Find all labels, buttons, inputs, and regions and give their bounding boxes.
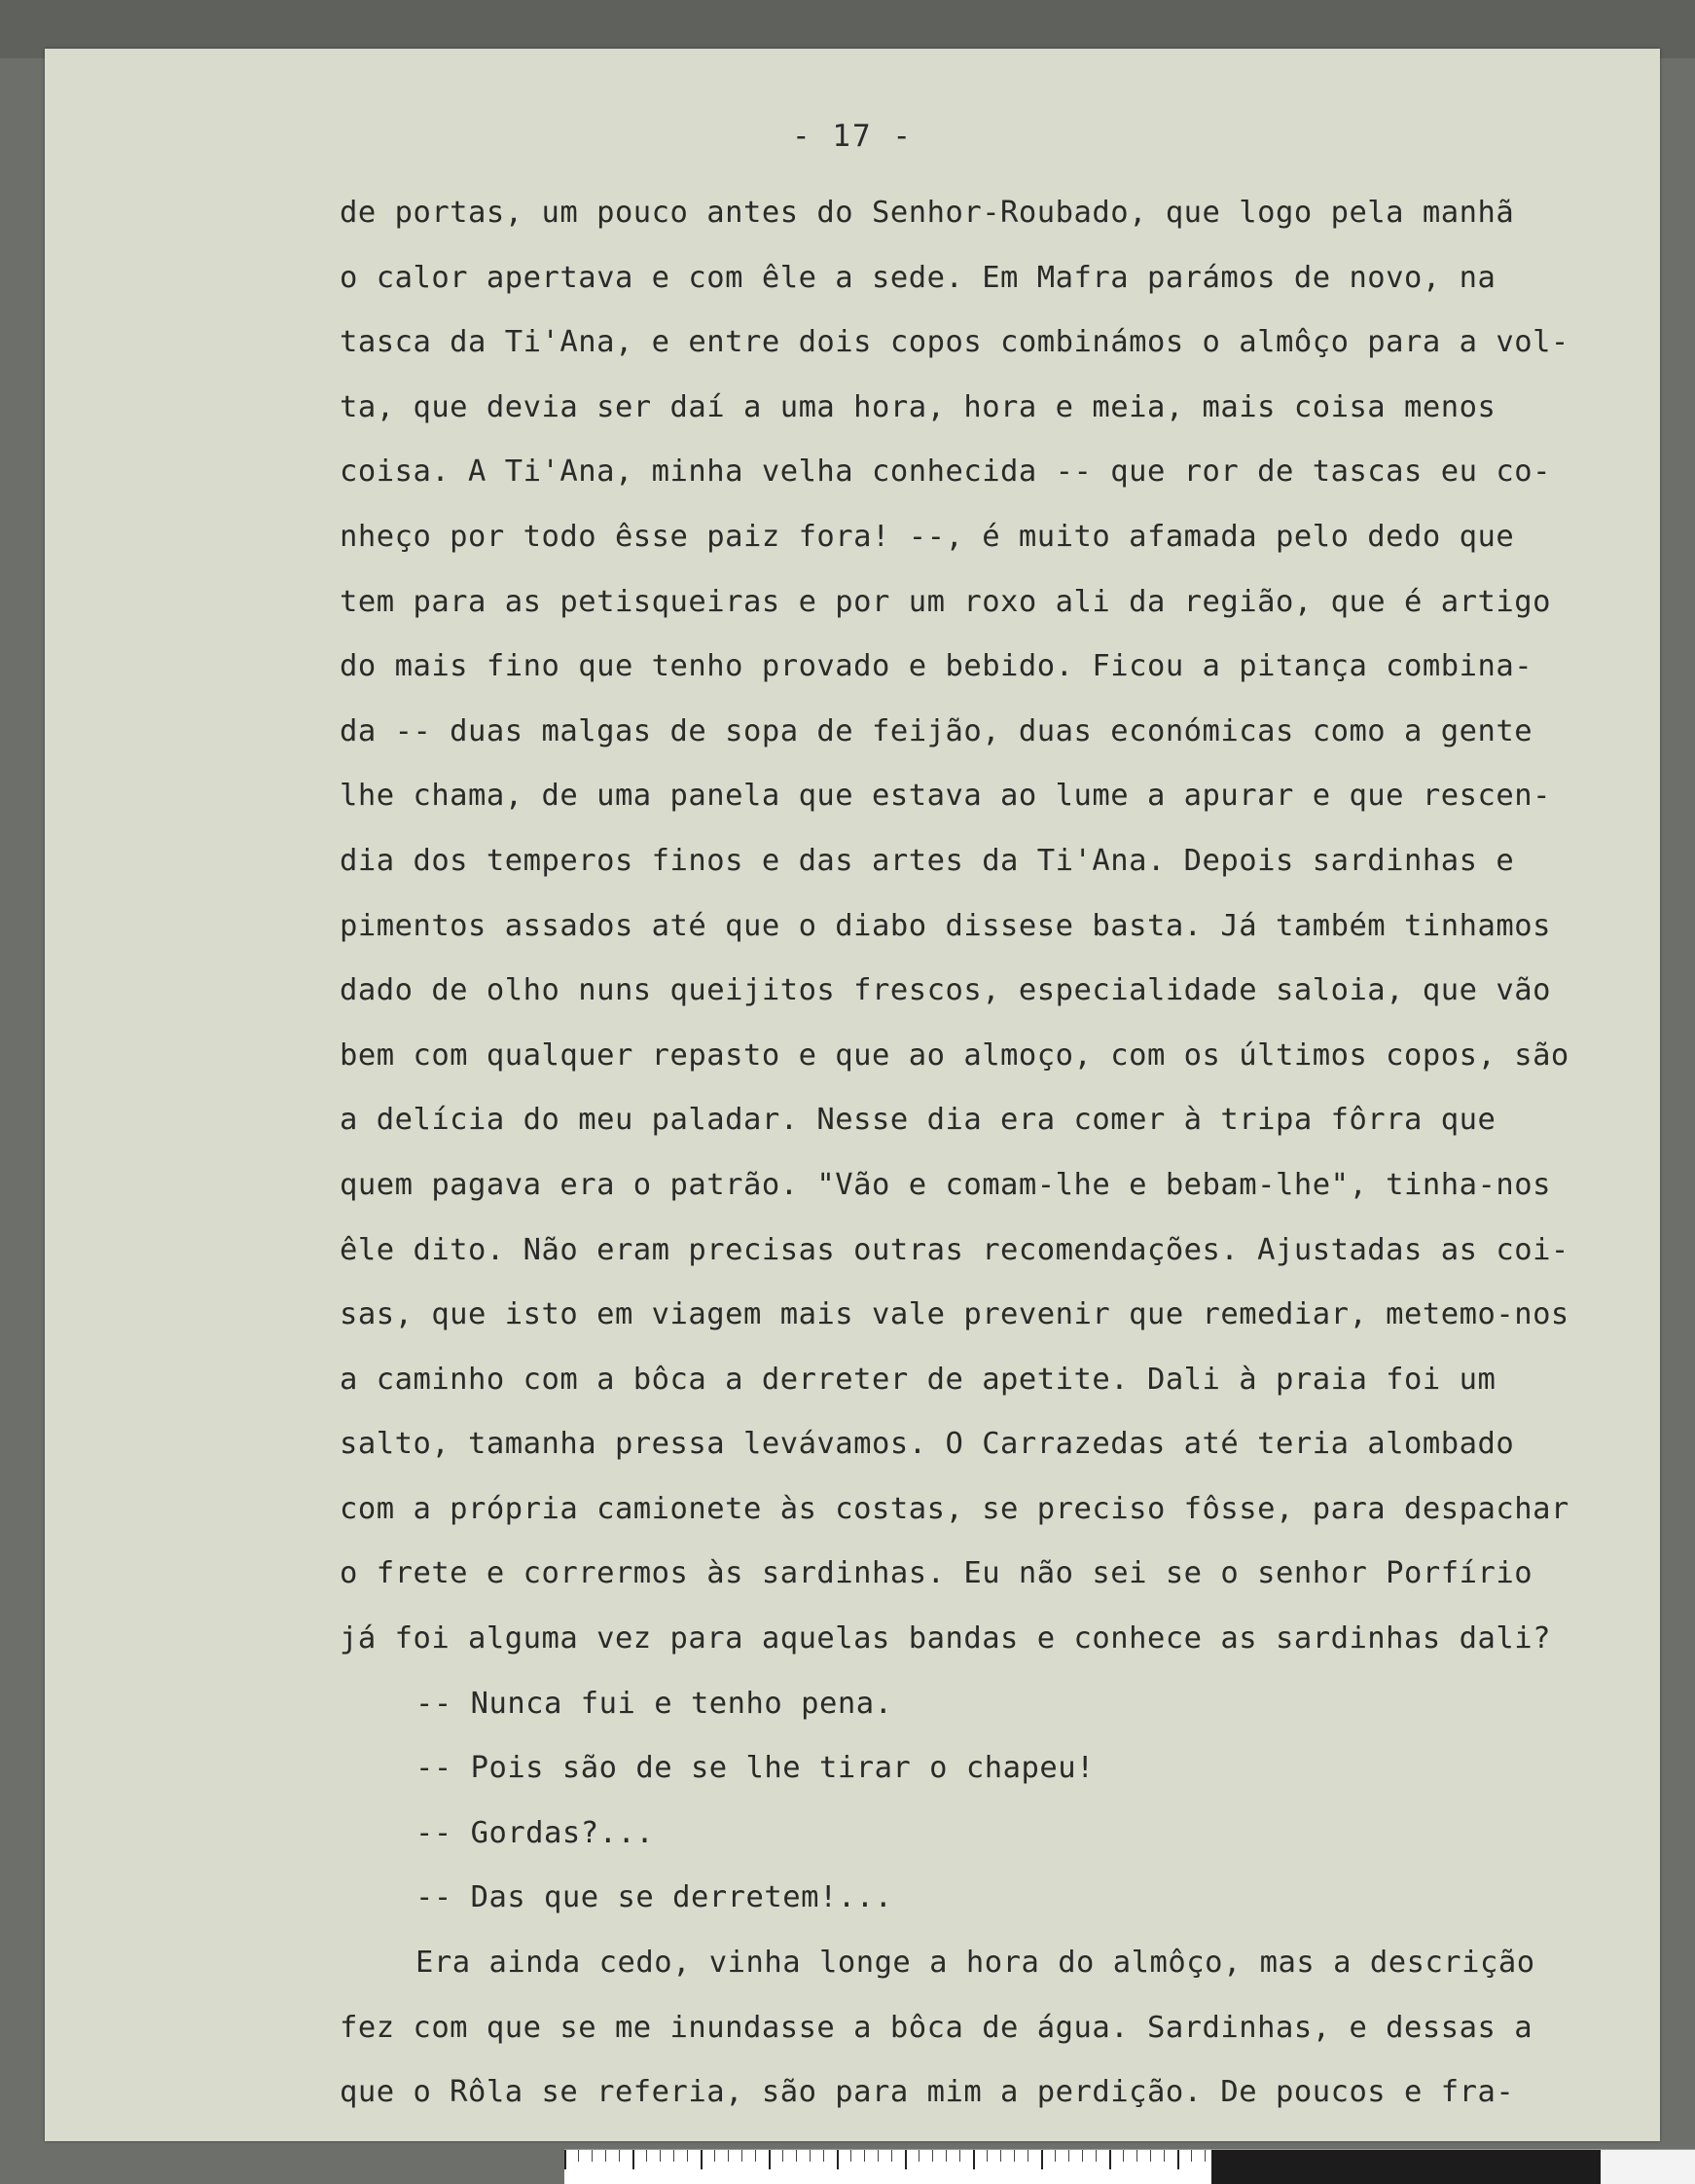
- document-page: [45, 49, 1660, 2141]
- text-line: dado de olho nuns queijitos frescos, especialidade saloia, que vão: [340, 973, 1551, 1008]
- text-line: lhe chama, de uma panela que estava ao lume a apurar e que rescen-: [340, 779, 1551, 814]
- text-line: o calor apertava e com êle a sede. Em Mafra parámos de novo, na: [340, 260, 1497, 295]
- text-line: ta, que devia ser daí a uma hora, hora e meia, mais coisa menos: [340, 389, 1497, 424]
- text-line: quem pagava era o patrão. "Vão e comam-lhe e bebam-lhe", tinha-nos: [340, 1167, 1551, 1202]
- text-line: coisa. A Ti'Ana, minha velha conhecida -- que ror de tascas eu co-: [340, 455, 1551, 490]
- text-line: êle dito. Não eram precisas outras recomendações. Ajustadas as coi-: [340, 1232, 1569, 1267]
- text-line: a delícia do meu paladar. Nesse dia era comer à tripa fôrra que: [340, 1103, 1497, 1138]
- text-line: de portas, um pouco antes do Senhor-Roubado, que logo pela manhã: [340, 196, 1515, 230]
- text-line: fez com que se me inundasse a bôca de água. Sardinhas, e dessas a: [340, 2010, 1533, 2045]
- text-line: com a própria camionete às costas, se preciso fôsse, para despachar: [340, 1491, 1569, 1526]
- dialogue-line: -- Pois são de se lhe tirar o chapeu!: [415, 1751, 1095, 1786]
- text-line: tasca da Ti'Ana, e entre dois copos combinámos o almôço para a vol-: [340, 325, 1569, 360]
- page-number: - 17 -: [792, 119, 913, 154]
- dialogue-line: -- Gordas?...: [415, 1815, 655, 1850]
- dialogue-line: -- Das que se derretem!...: [415, 1880, 893, 1915]
- text-line: sas, que isto em viagem mais vale prevenir que remediar, metemo-nos: [340, 1297, 1569, 1332]
- paragraph-first-line: Era ainda cedo, vinha longe a hora do almôço, mas a descrição: [415, 1946, 1535, 1981]
- text-line: da -- duas malgas de sopa de feijão, duas económicas como a gente: [340, 713, 1533, 748]
- text-line: do mais fino que tenho provado e bebido. Ficou a pitança combina-: [340, 649, 1533, 684]
- ruler-major-ticks: [564, 2150, 1207, 2184]
- color-target-white: [1601, 2150, 1695, 2184]
- text-line: que o Rôla se referia, são para mim a perdição. De poucos e fra-: [340, 2075, 1515, 2110]
- text-line: bem com qualquer repasto e que ao almoço, com os últimos copos, são: [340, 1037, 1569, 1073]
- scale-ruler: [564, 2149, 1695, 2184]
- text-line: já foi alguma vez para aquelas bandas e conhece as sardinhas dali?: [340, 1621, 1551, 1656]
- text-line: tem para as petisqueiras e por um roxo ali da região, que é artigo: [340, 584, 1551, 619]
- dialogue-line: -- Nunca fui e tenho pena.: [415, 1686, 893, 1721]
- text-line: nheço por todo êsse paiz fora! --, é muito afamada pelo dedo que: [340, 519, 1515, 554]
- color-target-black: [1211, 2150, 1601, 2184]
- text-line: o frete e corrermos às sardinhas. Eu não sei se o senhor Porfírio: [340, 1556, 1533, 1591]
- text-line: dia dos temperos finos e das artes da Ti'Ana. Depois sardinhas e: [340, 843, 1515, 878]
- body-text: [340, 181, 1643, 2126]
- text-line: salto, tamanha pressa levávamos. O Carrazedas até teria alombado: [340, 1427, 1515, 1462]
- text-line: a caminho com a bôca a derreter de apetite. Dali à praia foi um: [340, 1362, 1497, 1397]
- text-line: pimentos assados até que o diabo dissese basta. Já também tinhamos: [340, 908, 1551, 943]
